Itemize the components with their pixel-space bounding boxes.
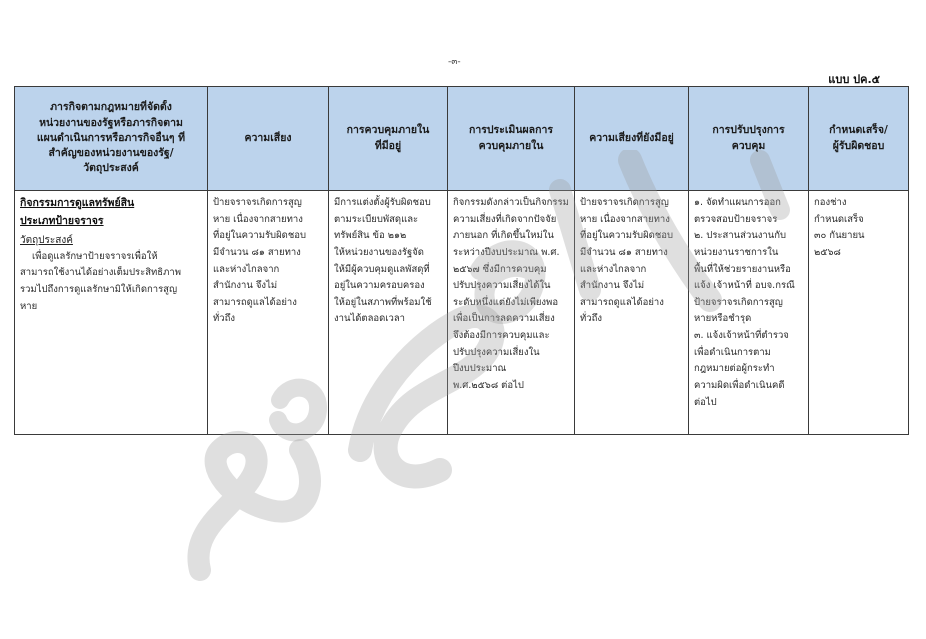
- header-text-line: กำหนดเสร็จ/: [829, 124, 888, 137]
- cell-text-line: มีจำนวน ๘๑ สายทาง: [580, 246, 668, 258]
- header-existing-control: [329, 87, 448, 191]
- cell-text-line: ระดับหนึ่งแต่ยังไม่เพียงพอ: [453, 296, 559, 308]
- cell-text-line: ทั่วถึง: [213, 313, 235, 325]
- header-row: [15, 87, 909, 191]
- header-risk: [208, 87, 329, 191]
- cell-text-line: พื้นที่ให้ช่วยรายงานหรือ: [694, 263, 791, 275]
- cell-text-line: ๒. ประสานส่วนงานกับ: [694, 230, 787, 242]
- header-text-line: ควบคุมภายใน: [478, 139, 544, 152]
- cell-text-line: เพื่อเป็นการลดความเสี่ยง: [453, 313, 555, 325]
- header-control-evaluation: [448, 87, 575, 191]
- cell-improvement: [689, 191, 809, 435]
- cell-text-line: พ.ศ.๒๕๖๘ ต่อไป: [453, 379, 524, 391]
- cell-text-line: มีจำนวน ๘๑ สายทาง: [213, 246, 301, 258]
- cell-text-line: สามารถดูแลได้อย่าง: [213, 296, 297, 308]
- header-text-line: หน่วยงานของรัฐหรือภารกิจตาม: [39, 116, 183, 129]
- cell-text-line: ให้หน่วยงานของรัฐจัด: [334, 246, 424, 258]
- cell-text-line: ป้ายจราจรเกิดการสูญ: [580, 197, 669, 208]
- header-text-line: ความเสี่ยงที่ยังมีอยู่: [589, 131, 674, 144]
- page-number: -๓-: [448, 57, 461, 67]
- cell-text-line: และห่างไกลจาก: [580, 263, 647, 275]
- cell-text-line: แจ้ง เจ้าหน้าที่ อบจ.กรณี: [694, 280, 795, 292]
- cell-remaining-risk: [575, 191, 689, 435]
- header-text-line: วัตถุประสงค์: [83, 162, 139, 175]
- cell-text-line: หายหรือชำรุด: [694, 313, 752, 325]
- cell-evaluation: [448, 191, 575, 435]
- cell-text-line: ต่อไป: [694, 396, 717, 408]
- cell-text-line: งานได้ตลอดเวลา: [334, 313, 406, 325]
- header-text-line: สำคัญของหน่วยงานของรัฐ/: [48, 147, 174, 160]
- cell-risk: [208, 191, 329, 435]
- internal-control-table: [14, 86, 909, 435]
- cell-text-line: ป้ายจราจรเกิดการสูญ: [694, 296, 783, 308]
- cell-text-line: ทั่วถึง: [580, 313, 602, 325]
- header-mission: [15, 87, 208, 191]
- cell-text-line: กำหนดเสร็จ: [814, 213, 864, 225]
- cell-text-line: ที่อยู่ในความรับผิดชอบ: [580, 230, 674, 242]
- objective-text-line: สามารถใช้งานได้อย่างเต็มประสิทธิภาพ: [20, 267, 181, 279]
- header-text-line: ที่มีอยู่: [374, 139, 402, 152]
- header-text-line: ผู้รับผิดชอบ: [832, 139, 885, 152]
- objective-text-line: เพื่อดูแลรักษาป้ายจราจรเพื่อให้: [32, 250, 158, 262]
- cell-text-line: สำนักงาน จึงไม่: [580, 280, 645, 292]
- objective-text-line: หาย: [20, 300, 38, 312]
- form-code: แบบ ปค.๕: [828, 73, 880, 86]
- cell-text-line: ภายนอก ที่เกิดขึ้นใหม่ใน: [453, 230, 554, 242]
- cell-text-line: ๓. แจ้งเจ้าหน้าที่ตำรวจ: [694, 330, 789, 341]
- cell-text-line: ตามระเบียบพัสดุและ: [334, 213, 419, 225]
- cell-mission: [15, 191, 208, 435]
- cell-text-line: ความผิดเพื่อดำเนินคดี: [694, 379, 785, 391]
- cell-text-line: หาย เนื่องจากสายทาง: [580, 213, 670, 225]
- cell-text-line: ความเสี่ยงที่เกิดจากปัจจัย: [453, 213, 557, 225]
- objective-label: วัตถุประสงค์: [20, 234, 73, 246]
- cell-due-responsible: [809, 191, 909, 435]
- cell-text-line: กฎหมายต่อผู้กระทำ: [694, 363, 775, 375]
- cell-text-line: ทรัพย์สิน ข้อ ๒๑๒: [334, 230, 407, 242]
- header-text-line: การควบคุมภายใน: [346, 124, 430, 137]
- header-due-responsible: [809, 87, 909, 191]
- cell-text-line: หน่วยงานราชการใน: [694, 246, 779, 258]
- cell-text-line: ที่อยู่ในความรับผิดชอบ: [213, 230, 307, 242]
- cell-text-line: สำนักงาน จึงไม่: [213, 280, 278, 292]
- cell-text-line: หาย เนื่องจากสายทาง: [213, 213, 303, 225]
- cell-text-line: ๒๕๖๗ ซึ่งมีการควบคุม: [453, 263, 547, 275]
- header-text-line: การปรับปรุงการ: [712, 124, 785, 137]
- activity-title-line: กิจกรรมการดูแลทรัพย์สิน: [20, 197, 135, 209]
- cell-text-line: ระหว่างปีงบประมาณ พ.ศ.: [453, 246, 560, 258]
- cell-text-line: สามารถดูแลได้อย่าง: [580, 296, 664, 308]
- cell-text-line: ปรับปรุงความเสี่ยงได้ใน: [453, 280, 551, 292]
- cell-text-line: ปรับปรุงความเสี่ยงใน: [453, 346, 540, 358]
- cell-existing-control: [329, 191, 448, 435]
- cell-text-line: อยู่ในความครอบครอง: [334, 280, 425, 292]
- cell-text-line: ตรวจสอบป้ายจราจร: [694, 213, 778, 225]
- cell-text-line: ๓๐ กันยายน: [814, 230, 865, 242]
- cell-text-line: และห่างไกลจาก: [213, 263, 280, 275]
- cell-text-line: กิจกรรมดังกล่าวเป็นกิจกรรม: [453, 197, 569, 208]
- cell-text-line: เพื่อดำเนินการตาม: [694, 346, 771, 358]
- header-text-line: ภารกิจตามกฎหมายที่จัดตั้ง: [50, 101, 172, 114]
- cell-text-line: กองช่าง: [814, 197, 847, 208]
- cell-text-line: ให้มีผู้ควบคุมดูแลพัสดุที่: [334, 263, 430, 275]
- header-text-line: ควบคุม: [731, 139, 766, 152]
- cell-text-line: ปีงบประมาณ: [453, 363, 507, 375]
- header-text-line: ความเสี่ยง: [244, 131, 292, 144]
- cell-text-line: ๑. จัดทำแผนการออก: [694, 197, 781, 208]
- cell-text-line: ๒๕๖๘: [814, 246, 841, 258]
- activity-title-line: ประเภทป้ายจราจร: [20, 214, 104, 227]
- cell-text-line: ป้ายจราจรเกิดการสูญ: [213, 197, 302, 208]
- table-row: [15, 191, 909, 435]
- header-text-line: แผนดำเนินการหรือภารกิจอื่นๆ ที่: [36, 131, 186, 144]
- cell-text-line: มีการแต่งตั้งผู้รับผิดชอบ: [334, 197, 431, 208]
- header-text-line: การประเมินผลการ: [468, 124, 553, 137]
- cell-text-line: จึงต้องมีการควบคุมและ: [453, 330, 550, 341]
- cell-text-line: ให้อยู่ในสภาพที่พร้อมใช้: [334, 296, 432, 308]
- header-remaining-risk: [575, 87, 689, 191]
- objective-text-line: รวมไปถึงการดูแลรักษามิให้เกิดการสูญ: [20, 283, 178, 295]
- header-control-improvement: [689, 87, 809, 191]
